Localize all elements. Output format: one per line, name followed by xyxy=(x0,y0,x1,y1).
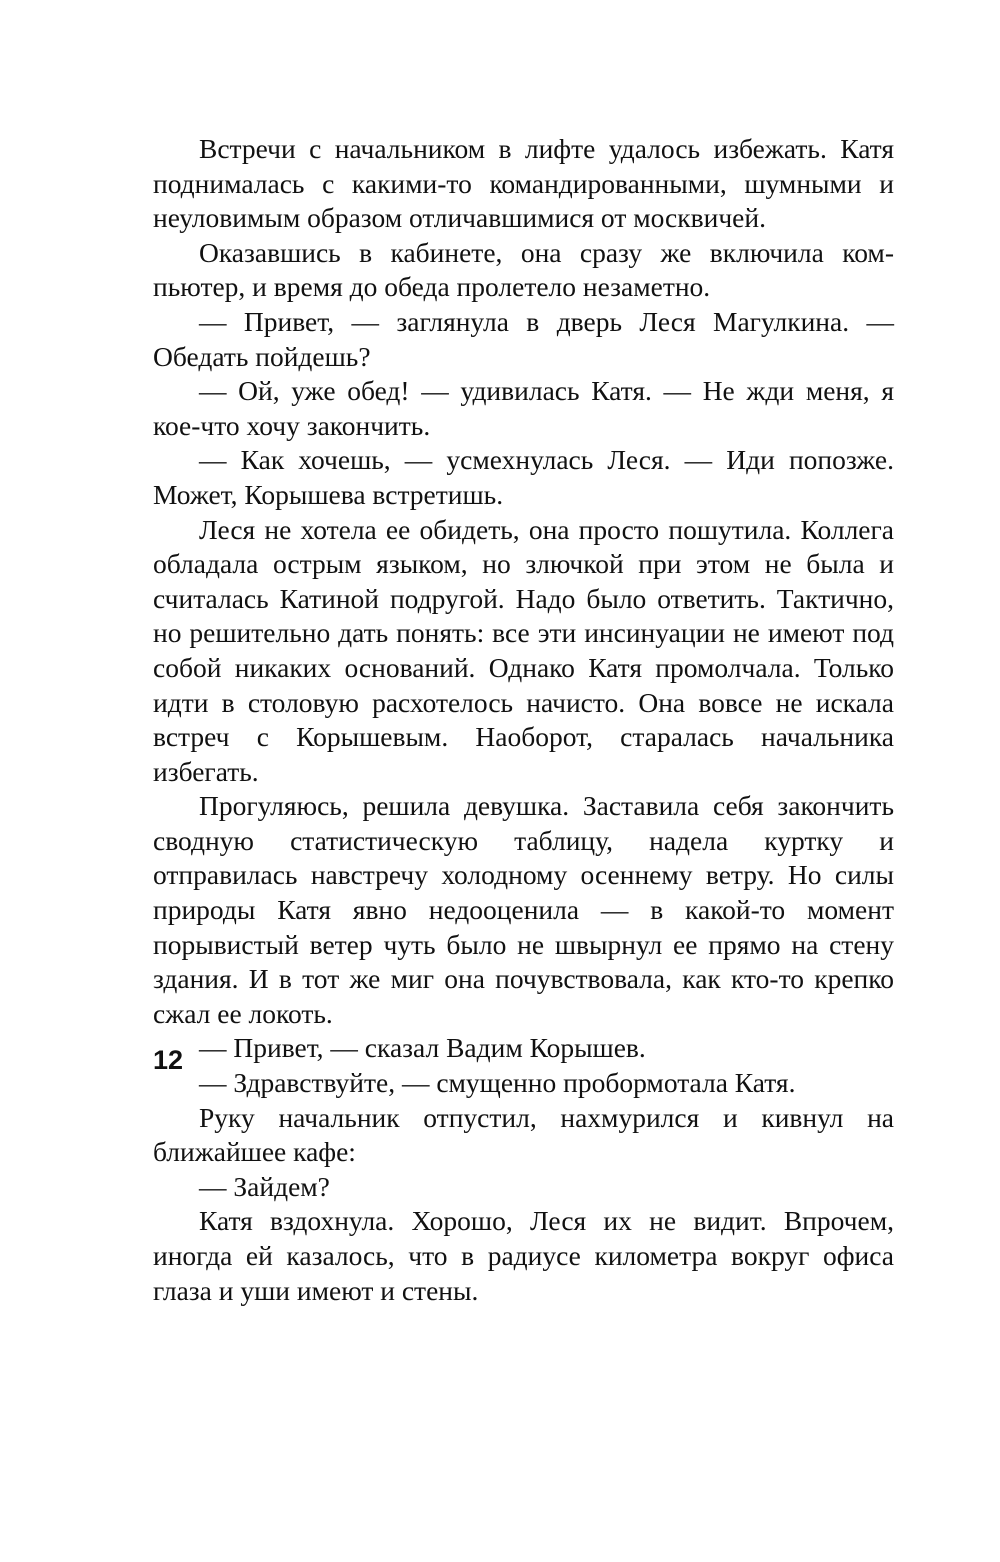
paragraph: — Здравствуйте, — смущенно пробормотала Катя. xyxy=(199,1067,796,1099)
paragraph: — Зайдем? xyxy=(199,1170,330,1202)
paragraph: — Привет, — заглянула в дверь Леся Магулкина. — Обедать пойдешь? xyxy=(153,305,894,372)
paragraph: Прогуляюсь, решила девушка. Заставила себя закончить сводную статистическую таблицу, надела куртку и отправилась навстречу холодному осеннему ветру. Но силы природы Катя явно недооценила — в какой-то момент порывистый ветер чуть было не швырнул ее прямо на стену здания. И в тот же миг она почувствовала, как кто-то крепко сжал ее локоть. xyxy=(153,790,894,1029)
paragraph: — Ой, уже обед! — удивилась Катя. — Не жди меня, я кое-что хочу закончить. xyxy=(153,375,894,441)
paragraph: — Привет, — сказал Вадим Корышев. xyxy=(199,1032,646,1064)
paragraph: Руку начальник отпустил, нахмурился и кивнул на ближайшее кафе: xyxy=(153,1101,894,1168)
paragraph: Оказавшись в кабинете, она сразу же включила компьютер, и время до обеда пролетело незаметно. xyxy=(153,236,894,303)
paragraph: Катя вздохнула. Хорошо, Леся их не видит. Впрочем, иногда ей казалось, что в радиусе километра вокруг офиса глаза и уши имеют и стены. xyxy=(153,1205,894,1306)
paragraph: Встречи с начальником в лифте удалось избежать. Катя поднималась с какими-то командированными, шумными и неуловимым образом отличавшимися от москвичей. xyxy=(153,133,894,234)
body-text xyxy=(153,132,894,1308)
paragraph: Леся не хотела ее обидеть, она просто пошутила. Коллега обладала острым языком, но злючкой при этом не была и считалась Катиной подругой. Надо было ответить. Тактично, но решительно дать понять: все эти инсинуации не имеют под собой никаких оснований. Однако Катя промолчала. Только идти в столовую расхотелось начисто. Она вовсе не искала встреч с Корышевым. Наоборот, старалась начальника избегать. xyxy=(153,513,894,787)
paragraph: — Как хочешь, — усмехнулась Леся. — Иди попозже. Может, Корышева встретишь. xyxy=(153,444,894,510)
page-number: 12 xyxy=(153,1045,184,1075)
